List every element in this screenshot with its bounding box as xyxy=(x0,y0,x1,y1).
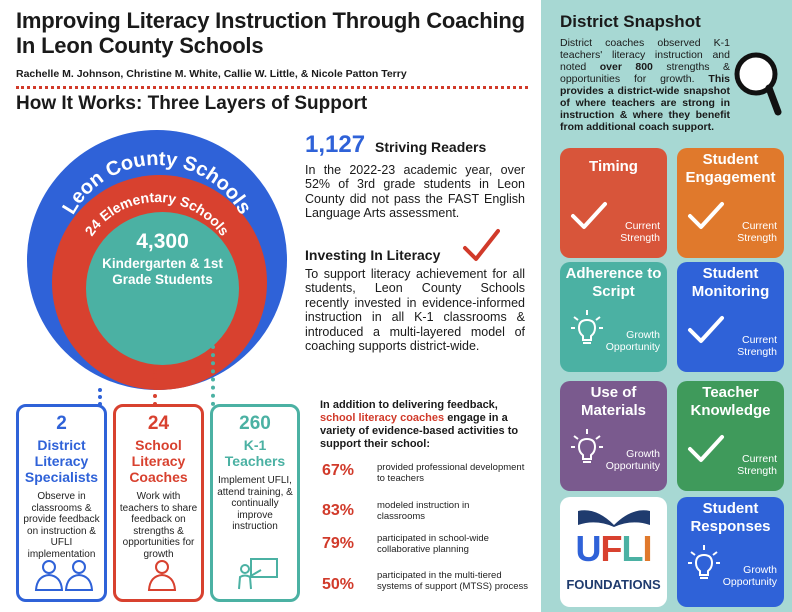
activity-text: participated in the multi-tiered systems of support (MTSS) process xyxy=(377,570,528,592)
ufli-logo xyxy=(560,497,667,607)
card-title: District Literacy Specialists xyxy=(24,437,99,485)
activity-row xyxy=(322,570,542,606)
activity-text: participated in school-wide collaborative planning xyxy=(377,533,489,555)
ufli-letter: F xyxy=(600,528,622,569)
connector-teal xyxy=(211,345,215,406)
svg-text:Leon County Schools xyxy=(58,148,255,218)
activity-text: modeled instruction in classrooms xyxy=(377,500,470,522)
tile-title: Teacher Knowledge xyxy=(690,384,771,419)
tile-student-engagement xyxy=(677,148,784,258)
teacher-board-icon xyxy=(237,557,279,591)
card-school-coaches xyxy=(113,404,204,602)
tile-status: Growth Opportunity xyxy=(605,448,660,472)
snapshot-count: over 800 xyxy=(599,61,653,73)
card-title: K-1 Teachers xyxy=(224,437,286,469)
snapshot-heading: District Snapshot xyxy=(560,12,701,31)
activity-percent: 83% xyxy=(322,502,355,519)
card-number: 24 xyxy=(147,413,170,434)
tile-title: Use of Materials xyxy=(580,384,647,419)
tile-title: Student Responses xyxy=(690,500,771,535)
checkmark-icon xyxy=(462,228,500,262)
activities-intro-b: engage in a variety of evidence-based activities to support their school: xyxy=(320,412,519,450)
snapshot-summary: This provides a district-wide snapshot of where teachers are strong in instruction & where they benefit from additional coach support. xyxy=(560,73,730,133)
tile-status: Current Strength xyxy=(737,453,777,477)
tile-teacher-knowledge xyxy=(677,381,784,491)
tile-student-responses xyxy=(677,497,784,607)
connector-red xyxy=(153,370,157,406)
tile-student-monitoring xyxy=(677,262,784,372)
tile-status: Current Strength xyxy=(620,220,660,244)
person-icon xyxy=(146,559,178,591)
ufli-letter: U xyxy=(575,528,601,569)
inner-label: Kindergarten & 1st Grade Students xyxy=(102,256,223,287)
card-number: 2 xyxy=(56,413,67,434)
tile-title: Timing xyxy=(589,158,638,175)
snapshot-text-a: District coaches observed K-1 teachers' literacy instruction and noted xyxy=(560,37,730,73)
card-title: School Literacy Coaches xyxy=(129,437,188,485)
card-description: Work with teachers to share feedback on strengths & opportunities for growth xyxy=(119,491,198,560)
snapshot-text-b: strengths & opportunities for growth. xyxy=(560,61,730,85)
investing-text: To support literacy achievement for all students, Leon County Schools recently invested in evidence-informed instruction in all K-1 classrooms & introduced a multi-layered model of coaching supports district-wide. xyxy=(305,267,525,354)
activity-percent: 50% xyxy=(322,576,355,593)
striving-text: In the 2022-23 academic year, over 52% of 3rd grade students in Leon County did not pass the FAST English Language Arts assessment. xyxy=(305,163,525,221)
investing-heading: Investing In Literacy xyxy=(305,247,441,263)
striving-label: Striving Readers xyxy=(375,139,487,155)
tile-adherence-to-script xyxy=(560,262,667,372)
activities-intro-a: In addition to delivering feedback, xyxy=(320,399,498,411)
activities-intro xyxy=(320,399,535,451)
ufli-letter: I xyxy=(642,528,652,569)
card-district-specialists xyxy=(16,404,107,602)
card-description: Implement UFLI, attend training, & continually improve instruction xyxy=(217,475,293,532)
activity-row xyxy=(322,462,542,492)
tile-timing xyxy=(560,148,667,258)
tile-title: Student Monitoring xyxy=(691,265,770,300)
activity-row xyxy=(322,500,542,530)
ufli-letters xyxy=(564,527,663,571)
people-icon xyxy=(33,559,95,591)
inner-number: 4,300 xyxy=(136,230,189,253)
card-teachers xyxy=(210,404,300,602)
tile-status: Current Strength xyxy=(737,220,777,244)
ufli-word: FOUNDATIONS xyxy=(566,577,661,592)
page-title: Improving Literacy Instruction Through Coaching In Leon County Schools xyxy=(16,8,525,58)
tile-title: Student Engagement xyxy=(685,151,776,186)
magnifier-icon xyxy=(730,48,782,118)
card-description: Observe in classrooms & provide feedback on instruction & UFLI implementation xyxy=(23,491,100,560)
striving-number: 1,127 xyxy=(305,131,366,158)
activity-row xyxy=(322,533,542,563)
snapshot-text xyxy=(560,37,730,133)
tile-status: Growth Opportunity xyxy=(722,564,777,588)
divider xyxy=(16,86,528,89)
activities-intro-highlight: school literacy coaches xyxy=(320,412,445,424)
book-icon xyxy=(574,503,654,529)
middle-circle-label: 24 Elementary Schools xyxy=(81,188,233,239)
ufli-letter: L xyxy=(621,528,643,569)
activity-text: provided professional development to teachers xyxy=(377,462,525,484)
tile-title: Adherence to Script xyxy=(565,265,662,300)
card-number: 260 xyxy=(239,413,271,434)
authors: Rachelle M. Johnson, Christine M. White, Callie W. Little, & Nicole Patton Terry xyxy=(16,68,407,80)
activity-percent: 67% xyxy=(322,462,355,479)
section-title: How It Works: Three Layers of Support xyxy=(16,93,368,114)
activity-percent: 79% xyxy=(322,535,355,552)
outer-circle-label: Leon County Schools xyxy=(58,147,256,219)
tile-status: Growth Opportunity xyxy=(605,329,660,353)
tile-status: Current Strength xyxy=(737,334,777,358)
tile-use-of-materials xyxy=(560,381,667,491)
